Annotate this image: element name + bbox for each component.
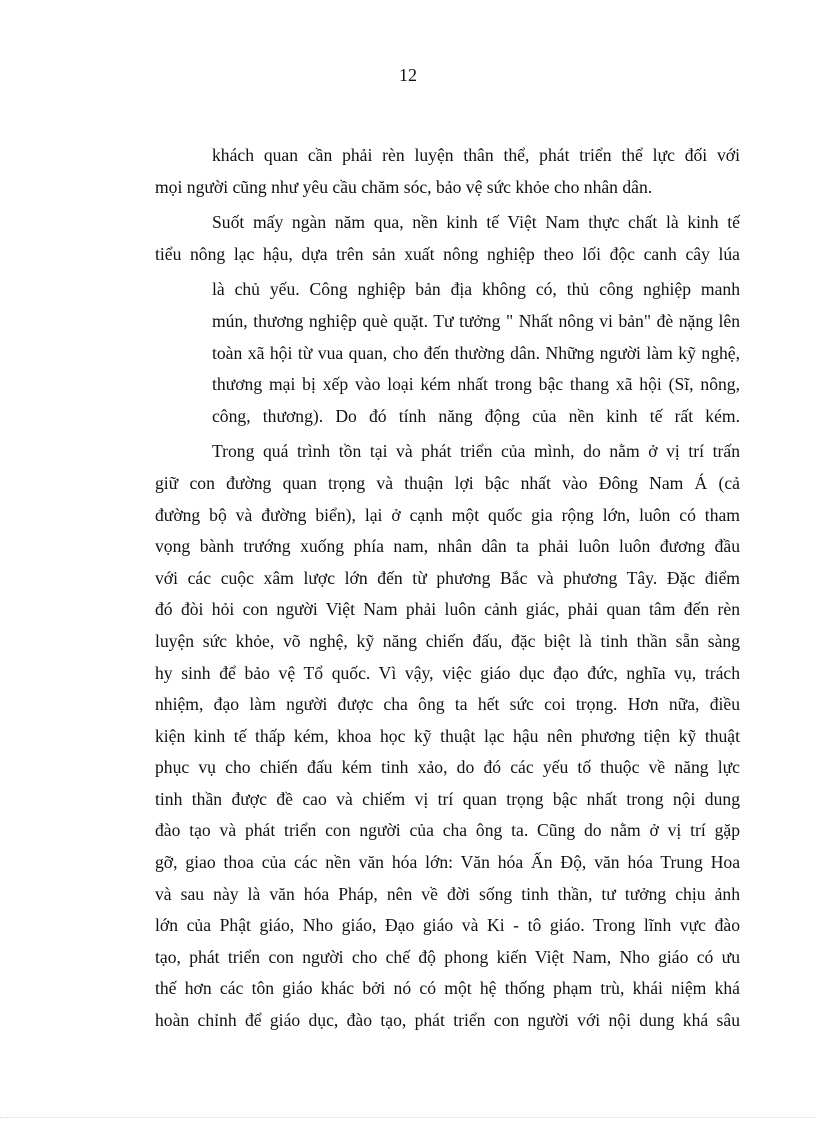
text-line: là chủ yếu. Công nghiệp bản địa không có, thủ công nghiệp manh [212,279,740,300]
text-line: thương mại bị xếp vào loại kém nhất trong bậc thang xã hội (Sĩ, nông, [212,374,740,395]
text-line: mún, thương nghiệp què quặt. Tư tưởng " Nhất nông vi bản" đè nặng lên [212,310,740,331]
text-line: toàn xã hội từ vua quan, cho đến thường dân. Những người làm kỹ nghệ, [212,342,740,363]
text-line: công, thương). Do đó tính năng động của nền kinh tế rất kém. [212,405,740,426]
text-line: vọng bành trướng xuống phía nam, nhân dân ta phải luôn luôn đương đầu [155,536,740,557]
text-line: khách quan cần phải rèn luyện thân thể, phát triển thể lực đối với [212,145,740,165]
text-line: Trong quá trình tồn tại và phát triển của mình, do nằm ở vị trí trấn [212,441,740,462]
text-line: đào tạo và phát triển con người của cha ông ta. Cũng do nằm ở vị trí gặp [155,820,740,841]
text-line: thế hơn các tôn giáo khác bởi nó có một hệ thống phạm trù, khái niệm khá [155,978,740,999]
text-line: và sau này là văn hóa Pháp, nên về đời sống tinh thần, tư tưởng chịu ảnh [155,883,740,904]
text-line: hy sinh để bảo vệ Tổ quốc. Vì vậy, việc giáo dục đạo đức, nghĩa vụ, trách [155,662,740,683]
paragraph [155,274,740,432]
text-line: Suốt mấy ngàn năm qua, nền kinh tế Việt Nam thực chất là kinh tế [212,212,740,233]
text-line: tạo, phát triển con người cho chế độ phong kiến Việt Nam, Nho giáo có ưu [155,946,740,967]
text-line: nhiệm, đạo làm người được cha ông ta hết sức coi trọng. Hơn nữa, điều [155,694,740,715]
text-line: đường bộ và đường biển), lại ở cạnh một quốc gia rộng lớn, luôn có tham [155,504,740,525]
page-bottom-border [0,1117,816,1118]
text-line: tinh thần được đề cao và chiếm vị trí quan trọng bậc nhất trong nội dung [155,788,740,809]
text-line: phục vụ cho chiến đấu kém tinh xảo, do đó các yếu tố thuộc về năng lực [155,757,740,778]
text-line: với các cuộc xâm lược lớn đến từ phương Bắc và phương Tây. Đặc điểm [155,567,740,588]
text-line: tiểu nông lạc hậu, dựa trên sản xuất nông nghiệp theo lối độc canh cây lúa [155,243,740,264]
text-line: luyện sức khỏe, võ nghệ, kỹ năng chiến đấu, đặc biệt là tinh thần sẵn sàng [155,630,740,651]
text-line: hoàn chỉnh để giáo dục, đào tạo, phát triển con người với nội dung khá sâu [155,1010,740,1031]
document-body [155,140,740,1041]
text-line: gỡ, giao thoa của các nền văn hóa lớn: Văn hóa Ấn Độ, văn hóa Trung Hoa [155,852,740,873]
text-line: giữ con đường quan trọng và thuận lợi bậc nhất vào Đông Nam Á (cả [155,472,740,493]
paragraph [155,207,740,270]
page-number: 12 [399,65,417,85]
text-line: kiện kinh tế thấp kém, khoa học kỹ thuật lạc hậu nên phương tiện kỹ thuật [155,725,740,746]
text-line: mọi người cũng như yêu cầu chăm sóc, bảo vệ sức khỏe cho nhân dân. [155,176,653,197]
text-line: lớn của Phật giáo, Nho giáo, Đạo giáo và Ki - tô giáo. Trong lĩnh vực đào [155,915,740,936]
text-line: đó đòi hỏi con người Việt Nam phải luôn cảnh giác, phải quan tâm đến rèn [155,599,740,620]
paragraph [155,140,740,203]
paragraph [155,436,740,1036]
